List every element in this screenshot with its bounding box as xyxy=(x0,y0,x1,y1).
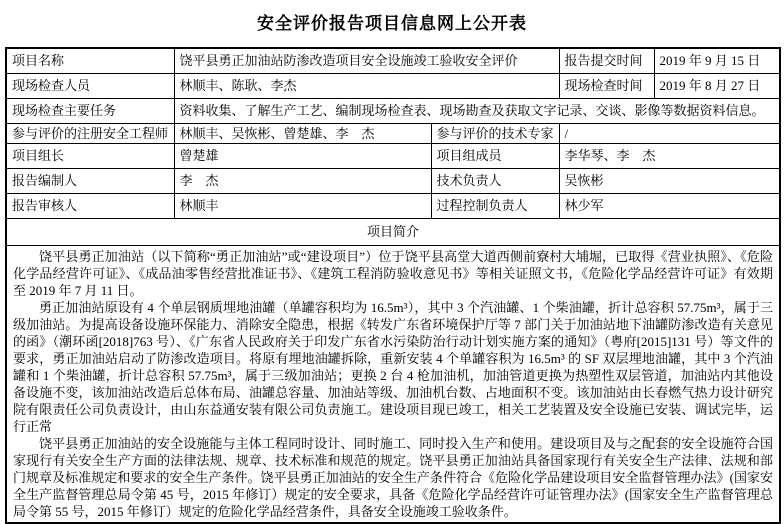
row-intro-body xyxy=(6,245,780,523)
page-title: 安全评价报告项目信息网上公开表 xyxy=(257,14,527,33)
label-report-reviewer: 报告审核人 xyxy=(6,193,174,218)
row-site-tasks xyxy=(6,98,780,123)
row-report-reviewer xyxy=(6,193,780,218)
value-site-inspection-time: 2019 年 8 月 27 日 xyxy=(654,73,780,98)
row-intro-header xyxy=(6,218,780,245)
label-site-inspection-time: 现场检查时间 xyxy=(559,73,654,98)
label-project-leader: 项目组长 xyxy=(6,143,174,168)
row-project-leader xyxy=(6,143,780,168)
intro-paragraph-renovation: 勇正加油站原设有 4 个单层钢质埋地油罐（单罐容积均为 16.5m³），其中 3 个汽油罐、1 个柴油罐，折计总容积 57.75m³，属于三级加油站。为提高设备设施环保能力、消除安全隐患，根据《转发广东省环境保护厅等 7 部门关于加油站地下油罐防渗改造有关意见的函》（潮环函[2018]763 号）、《广东省人民政府关于印发广东省水污染防治行动计划实施方案的通知》（粤府[2015]131 号）等文件的要求，勇正加油站启动了防渗改造项目。将原有埋地油罐拆除，重新安装 4 个单罐容积为 16.5m³ 的 SF 双层埋地油罐，其中 3 个汽油罐和 1 个柴油罐，折计总容积 57.75m³，属于三级加油站；更换 2 台 4 枪加油机，加油管道更换为热塑性双层管道，加油站内其他设备设施不变，该加油站改造后总体布局、油罐总容量、加油站等级、加油机台数、占地面积不变。该加油站由长春燃气热力设计研究院有限责任公司负责设计，由山东益通安装有限公司负责施工。建设项目现已竣工，相关工艺装置及安全设施已安装、调试完毕，运行正常 xyxy=(13,299,774,434)
label-site-tasks: 现场检查主要任务 xyxy=(6,98,174,123)
row-report-author xyxy=(6,168,780,193)
value-technical-director: 吴恢彬 xyxy=(559,168,780,193)
label-project-name: 项目名称 xyxy=(6,48,174,73)
label-report-author: 报告编制人 xyxy=(6,168,174,193)
label-project-members: 项目组成员 xyxy=(431,143,559,168)
value-site-tasks: 资料收集、了解生产工艺、编制现场检查表、现场勘查及获取文字记录、交谈、影像等数据资料信息。 xyxy=(174,98,780,123)
intro-paragraph-compliance: 饶平县勇正加油站的安全设施能与主体工程同时设计、同时施工、同时投入生产和使用。建设项目及与之配套的安全设施符合国家现行有关安全生产方面的法律法规、规章、技术标准和规范的规定。饶平县勇正加油站具备国家现行有关安全生产法律、法规和部门规章及标准规定和要求的安全生产条件。饶平县勇正加油站的安全生产条件符合《危险化学品建设项目安全监督管理办法》(国家安全生产监督管理总局令第 45 号，2015 年修订）规定的安全要求，具备《危险化学品经营许可证管理办法》(国家安全生产监督管理总局令第 55 号，2015 年修订）规定的危险化学品经营条件，具备安全设施竣工验收条件。 xyxy=(13,435,774,519)
value-technical-experts: / xyxy=(559,123,780,143)
value-report-submit-time: 2019 年 9 月 15 日 xyxy=(654,48,780,73)
value-project-members: 李华琴、李 杰 xyxy=(559,143,780,168)
row-site-inspectors xyxy=(6,73,780,98)
value-project-leader: 曾楚雄 xyxy=(174,143,431,168)
label-site-inspectors: 现场检查人员 xyxy=(6,73,174,98)
label-process-control: 过程控制负责人 xyxy=(431,193,559,218)
row-project-name xyxy=(6,48,780,73)
value-project-name: 饶平县勇正加油站防渗改造项目安全设施竣工验收安全评价 xyxy=(174,48,559,73)
value-site-inspectors: 林顺丰、陈耿、李杰 xyxy=(174,73,559,98)
intro-paragraph-license: 饶平县勇正加油站（以下简称“勇正加油站”或“建设项目”）位于饶平县高堂大道西侧前寮村大埔堀，已取得《营业执照》、《危险化学品经营许可证》、《成品油零售经营批准证书》、《建筑工程消防验收意见书》等相关证照文书，《危险化学品经营许可证》有效期至 2019 年 7 月 11 日。 xyxy=(13,248,774,298)
label-report-submit-time: 报告提交时间 xyxy=(559,48,654,73)
value-report-reviewer: 林顺丰 xyxy=(174,193,431,218)
label-technical-director: 技术负责人 xyxy=(431,168,559,193)
row-registered-engineers xyxy=(6,123,780,143)
value-registered-engineers: 林顺丰、吴恢彬、曾楚雄、李 杰 xyxy=(174,123,431,143)
label-technical-experts: 参与评价的技术专家 xyxy=(431,123,559,143)
value-process-control: 林少军 xyxy=(559,193,780,218)
intro-section-title: 项目简介 xyxy=(6,218,780,245)
project-info-table xyxy=(5,47,781,524)
label-registered-engineers: 参与评价的注册安全工程师 xyxy=(6,123,174,143)
value-report-author: 李 杰 xyxy=(174,168,431,193)
intro-body-cell xyxy=(6,245,780,523)
